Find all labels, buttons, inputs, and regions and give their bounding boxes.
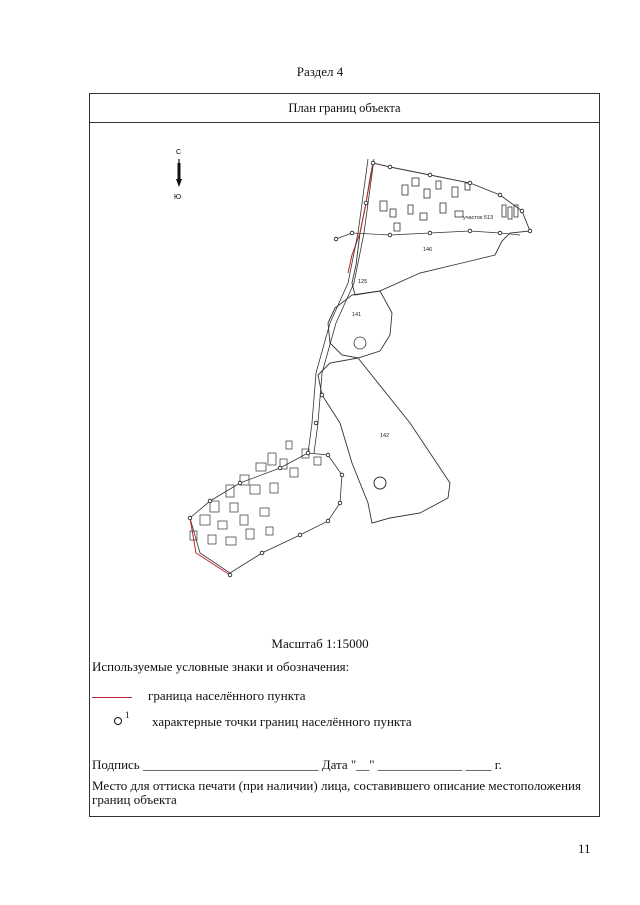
legend-point-index: 1 (125, 710, 130, 720)
page-number: 11 (578, 841, 591, 856)
signature-line: Подпись ___________________________ Дата "__" _____________ ____ г. (92, 757, 502, 772)
plot-label-141: 141 (352, 312, 362, 318)
stamp-note: Место для оттиска печати (при наличии) лица, составившего описание местоположения границ объекта (92, 778, 581, 807)
legend-point-label: характерные точки границ населённого пункта (152, 714, 412, 729)
compass-south: Ю (174, 194, 182, 201)
section-title: Раздел 4 (296, 64, 344, 79)
plan-frame (89, 93, 600, 817)
plot-label-146: 146 (423, 247, 433, 253)
compass-north: С (176, 149, 182, 156)
plot-label-142: 142 (380, 433, 390, 439)
boundary-map (90, 123, 599, 623)
compass-arrow-icon (176, 159, 182, 187)
legend-title: Используемые условные знаки и обозначения: (92, 659, 350, 674)
scale-label: Масштаб 1:15000 (271, 636, 369, 651)
legend-boundary-label: граница населённого пункта (148, 688, 306, 703)
site-label: участок 513 (463, 215, 494, 221)
boundary-line-icon (92, 697, 132, 698)
point-marker-icon (114, 717, 122, 725)
road-label: 125 (358, 279, 368, 285)
plan-header: План границ объекта (90, 94, 599, 123)
